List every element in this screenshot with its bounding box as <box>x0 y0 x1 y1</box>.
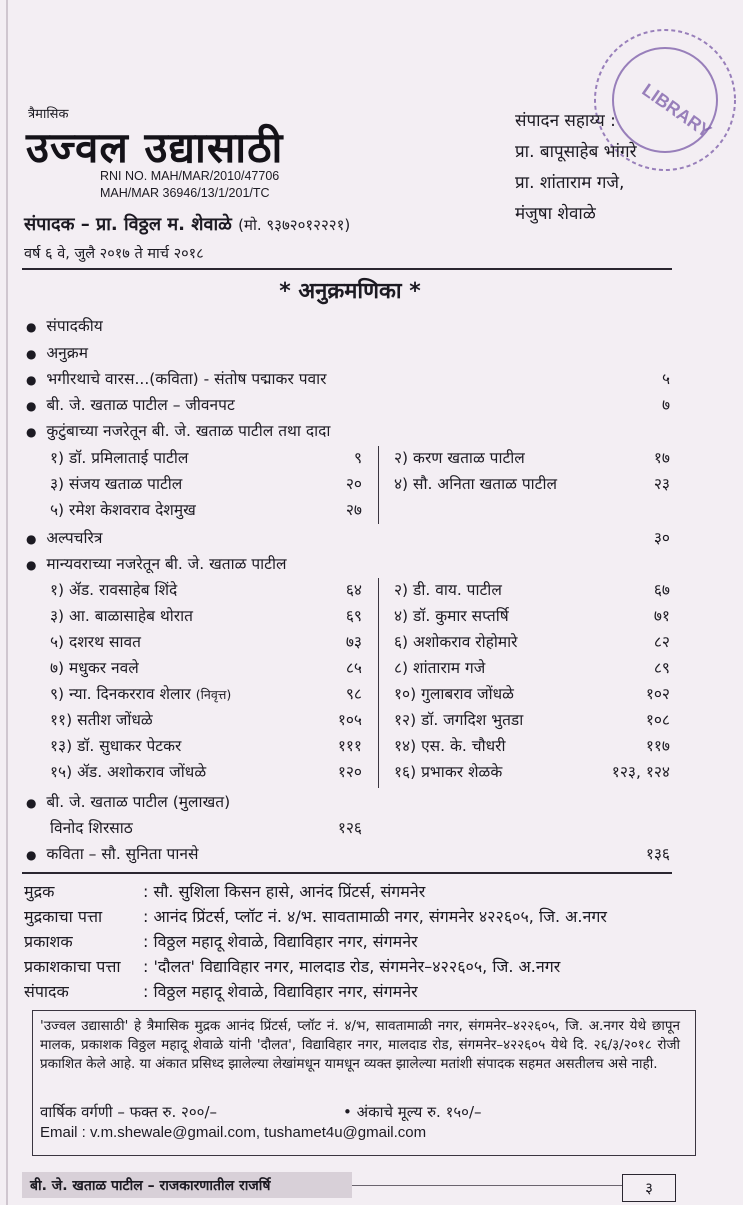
toc-page: ७ <box>661 396 670 414</box>
toc-subentry: १) ॲड. रावसाहेब शिंदे <box>50 581 178 599</box>
toc-subentry: ११) सतीश जोंधळे <box>50 711 153 729</box>
toc-entry <box>26 341 88 363</box>
bullet-icon: ● <box>26 532 37 546</box>
toc-subentry: ३) आ. बाळासाहेब थोरात <box>50 607 193 625</box>
annual-subscription: वार्षिक वर्गणी – फक्त रु. २००/– <box>40 1103 218 1121</box>
toc-page: १२३, १२४ <box>611 763 670 781</box>
toc-page: ८९ <box>653 659 670 677</box>
assistant-name: मंजुषा शेवाळे <box>515 204 596 224</box>
editor-line <box>24 212 350 236</box>
volume-year: वर्ष ६ वे, जुलै २०१७ ते मार्च २०१८ <box>24 246 204 262</box>
toc-subentry <box>50 682 231 704</box>
rni-number: RNI NO. MAH/MAR/2010/47706 <box>100 169 280 183</box>
toc-entry-text: कुटुंबाच्या नजरेतून बी. जे. खताळ पाटील तथा दादा <box>46 422 331 440</box>
page-binding-edge <box>6 0 8 1205</box>
toc-subentry: १३) डॉ. सुधाकर पेटकर <box>50 737 182 755</box>
toc-page: ६७ <box>653 581 670 599</box>
issue-price: • अंकाचे मूल्य रु. १५०/– <box>343 1103 482 1121</box>
editorial-assistants <box>515 106 637 230</box>
assistants-heading: संपादन सहाय्य : <box>515 111 616 131</box>
toc-page: १०८ <box>645 711 670 729</box>
publication-notice: 'उज्वल उद्यासाठी' हे त्रैमासिक मुद्रक आनंद प्रिंटर्स, प्लॉट नं. ४/भ, सावतामाळी नगर, संगमनेर–४२२६०५, जि. अ.नगर येथे छापून मालक, प्रकाशक विठ्ठल महादू शेवाळे यांनी 'दौलत', विद्याविहार नगर, मालदाड रोड, संगमनेर–४२२६०५ येथे दि. २६/३/२०१८ रोजी प्रकाशित केले आहे. या अंकात प्रसिध्द झालेल्या लेखांमधून यामधून व्यक्त झालेल्या मतांशी संपादक सहमत असतीलच असे नाही. <box>40 1018 680 1072</box>
toc-page: ९ <box>353 449 362 467</box>
toc-subentry: १६) प्रभाकर शेळके <box>394 763 503 781</box>
editor-name: संपादक – प्रा. विठ्ठल म. शेवाळे <box>24 214 232 235</box>
toc-subentry: १०) गुलाबराव जोंधळे <box>394 685 514 703</box>
toc-entry <box>26 393 235 415</box>
toc-divider <box>22 872 672 874</box>
bullet-icon: ● <box>26 796 37 810</box>
toc-subentry: विनोद शिरसाठ <box>50 819 133 837</box>
toc-subentry: १४) एस. के. चौधरी <box>394 737 506 755</box>
rni-block <box>100 168 279 202</box>
toc-entry-text: कविता – सौ. सुनिता पानसे <box>46 845 199 863</box>
toc-page: ६४ <box>345 581 362 599</box>
toc-subentry: १५) ॲड. अशोकराव जोंधळे <box>50 763 207 781</box>
bullet-icon: ● <box>26 425 37 439</box>
toc-entry <box>26 314 103 336</box>
credit-value: : सौ. सुशिला किसन हासे, आनंद प्रिंटर्स, संगमनेर <box>143 882 426 901</box>
magazine-title: उज्वल उद्यासाठी <box>26 123 284 172</box>
toc-title: * अनुक्रमणिका * <box>279 279 421 304</box>
assistant-name: प्रा. शांताराम गजे, <box>515 173 625 193</box>
credit-label: संपादक <box>24 982 69 1001</box>
toc-entry-text: अनुक्रम <box>46 344 88 362</box>
toc-subentry: १२) डॉ. जगदिश भुतडा <box>394 711 524 729</box>
toc-entry <box>26 790 230 812</box>
contact-email: Email : v.m.shewale@gmail.com, tushamet4u@gmail.com <box>40 1124 427 1141</box>
toc-page: ७३ <box>345 633 362 651</box>
page-number: ३ <box>622 1174 676 1202</box>
toc-page: ७१ <box>653 607 670 625</box>
toc-entry-text: बी. जे. खताळ पाटील – जीवनपट <box>46 396 235 414</box>
bullet-icon: ● <box>26 399 37 413</box>
editor-phone: (मो. ९३७२०१२२२१) <box>238 216 351 234</box>
toc-subentry: ५) रमेश केशवराव देशमुख <box>50 501 196 519</box>
toc-subentry: ४) डॉ. कुमार सप्तर्षि <box>394 607 509 625</box>
credit-label: मुद्रक <box>24 882 55 901</box>
credit-label: प्रकाशक <box>24 932 73 951</box>
toc-subentry: ३) संजय खताळ पाटील <box>50 475 183 493</box>
running-title: बी. जे. खताळ पाटील – राजकारणातील राजर्षि <box>30 1178 271 1194</box>
bullet-icon: ● <box>26 848 37 862</box>
toc-page: ९८ <box>345 685 362 703</box>
publication-frequency: त्रैमासिक <box>28 107 69 122</box>
toc-page: १०२ <box>645 685 670 703</box>
toc-page: १३६ <box>645 845 670 863</box>
toc-entry-text: भगीरथाचे वारस...(कविता) - संतोष पद्माकर पवार <box>46 370 327 388</box>
toc-entry-text: अल्पचरित्र <box>46 529 103 547</box>
stamp-text: LIBRARY <box>638 79 715 142</box>
toc-page: १०५ <box>337 711 362 729</box>
bullet-icon: ● <box>26 558 37 572</box>
toc-subentry: २) डी. वाय. पाटील <box>394 581 502 599</box>
toc-page: ३० <box>653 529 670 547</box>
toc-page: २७ <box>345 501 362 519</box>
assistant-name: प्रा. बापूसाहेब भांगरे <box>515 142 637 162</box>
toc-page: १७ <box>653 449 670 467</box>
toc-subentry: ७) मधुकर नवले <box>50 659 139 677</box>
toc-page: ८२ <box>653 633 670 651</box>
credit-label: प्रकाशकाचा पत्ता <box>24 957 121 976</box>
toc-subentry-text: ९) न्या. दिनकरराव शेलार <box>50 685 191 703</box>
retired-note: (निवृत्त) <box>195 687 232 702</box>
column-divider <box>378 446 379 524</box>
toc-subentry: ४) सौ. अनिता खताळ पाटील <box>394 475 558 493</box>
toc-page: ६९ <box>345 607 362 625</box>
toc-entry-text: संपादकीय <box>46 317 103 335</box>
toc-entry-text: बी. जे. खताळ पाटील (मुलाखत) <box>46 793 231 811</box>
registration-number: MAH/MAR 36946/13/1/201/TC <box>100 186 270 200</box>
toc-page: १२० <box>337 763 362 781</box>
toc-page: ८५ <box>345 659 362 677</box>
toc-page: ५ <box>661 370 670 388</box>
toc-subentry: ५) दशरथ सावत <box>50 633 141 651</box>
toc-subentry: ६) अशोकराव रोहोमारे <box>394 633 518 651</box>
toc-subentry: १) डॉ. प्रमिलाताई पाटील <box>50 449 189 467</box>
toc-entry <box>26 552 287 574</box>
credit-value: : आनंद प्रिंटर्स, प्लॉट नं. ४/भ. सावतामाळी नगर, संगमनेर ४२२६०५, जि. अ.नगर <box>143 907 607 926</box>
toc-subentry: ८) शांताराम गजे <box>394 659 486 677</box>
toc-entry <box>26 367 327 389</box>
toc-page: २३ <box>653 475 670 493</box>
footer-rule <box>352 1185 622 1186</box>
credit-value: : 'दौलत' विद्याविहार नगर, मालदाड रोड, संगमनेर–४२२६०५, जि. अ.नगर <box>143 957 561 976</box>
toc-entry-text: मान्यवराच्या नजरेतून बी. जे. खताळ पाटील <box>46 555 287 573</box>
toc-page: १११ <box>337 737 362 755</box>
column-divider <box>378 578 379 788</box>
toc-entry <box>26 842 198 864</box>
bullet-icon: ● <box>26 373 37 387</box>
credit-value: : विठ्ठल महादू शेवाळे, विद्याविहार नगर, संगमनेर <box>143 932 418 951</box>
credit-label: मुद्रकाचा पत्ता <box>24 907 103 926</box>
toc-page: २० <box>345 475 362 493</box>
bullet-icon: ● <box>26 347 37 361</box>
bullet-icon: ● <box>26 320 37 334</box>
masthead-divider <box>22 268 672 270</box>
credit-value: : विठ्ठल महादू शेवाळे, विद्याविहार नगर, संगमनेर <box>143 982 418 1001</box>
toc-page: ११७ <box>645 737 670 755</box>
toc-subentry: २) करण खताळ पाटील <box>394 449 525 467</box>
toc-entry <box>26 526 102 548</box>
toc-entry <box>26 419 330 441</box>
toc-page: १२६ <box>337 819 362 837</box>
